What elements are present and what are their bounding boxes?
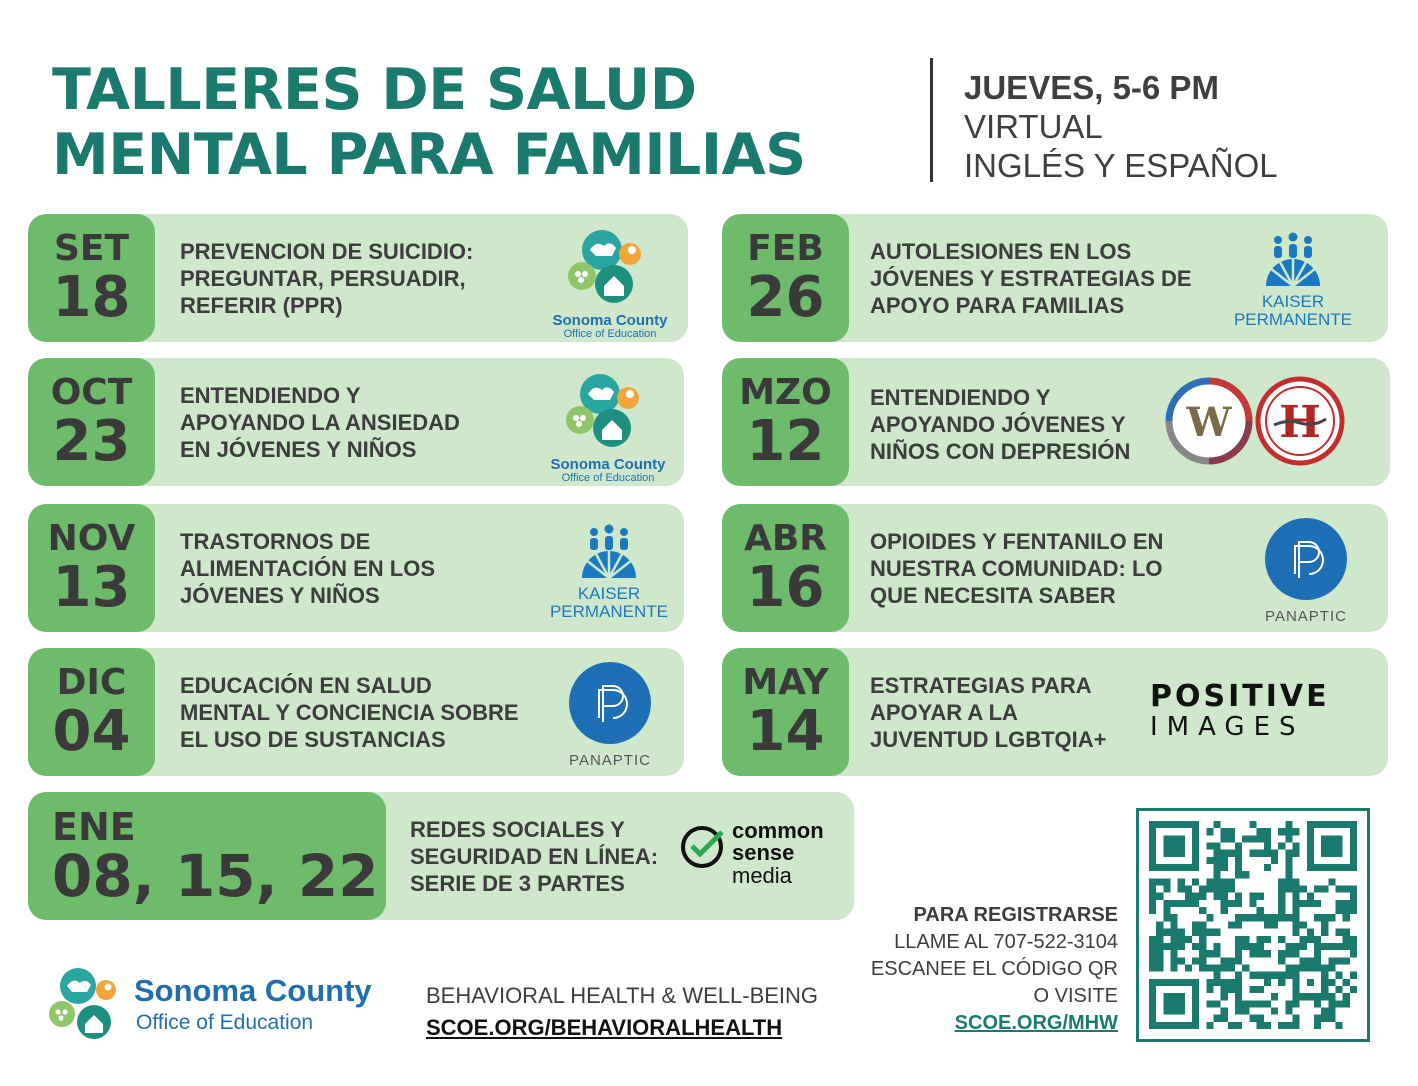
topic-line: ENTENDIENDO Y	[180, 383, 361, 408]
workshop-topic	[870, 238, 1230, 319]
topic-line: JUVENTUD LGBTQIA+	[870, 727, 1107, 752]
workshop-date	[28, 214, 155, 342]
registration-heading: PARA REGISTRARSE	[913, 904, 1118, 926]
workshop-day: 14	[746, 699, 825, 764]
topic-line: PREVENCION DE SUICIDIO:	[180, 239, 474, 264]
workshop-day: 26	[746, 265, 825, 330]
workshop-month: OCT	[50, 372, 133, 413]
topic-line: REDES SOCIALES Y	[410, 817, 625, 842]
workshop-days: 08, 15, 22	[52, 842, 379, 910]
topic-line: TRASTORNOS DE	[180, 529, 371, 554]
topic-line: APOYAR A LA	[870, 700, 1018, 725]
workshop-card-oct	[28, 358, 684, 486]
topic-line: EDUCACIÓN EN SALUD	[180, 673, 432, 698]
logo-sub: Office of Education	[561, 472, 655, 484]
schedule-format: VIRTUAL	[964, 108, 1103, 145]
workshop-date	[28, 792, 386, 920]
topic-line: REFERIR (PPR)	[180, 293, 343, 318]
h-circle-icon	[1254, 375, 1346, 467]
workshop-card-nov	[28, 504, 684, 632]
workshop-date	[722, 504, 849, 632]
panaptic-logo	[556, 662, 664, 769]
workshop-card-may	[722, 648, 1388, 776]
workshop-card-mzo	[722, 358, 1390, 486]
workshop-date	[722, 214, 849, 342]
topic-line: JÓVENES Y ESTRATEGIAS DE	[870, 266, 1192, 291]
registration-link[interactable]: SCOE.ORG/MHW	[954, 1012, 1118, 1034]
workshop-month: DIC	[56, 662, 127, 703]
positive-images-logo	[1150, 679, 1360, 742]
workshop-date	[28, 358, 155, 486]
workshop-date	[722, 648, 849, 776]
topic-line: PREGUNTAR, PERSUADIR,	[180, 266, 466, 291]
logo-line: media	[732, 863, 792, 888]
w-letter: W	[1186, 399, 1232, 446]
common-sense-media-logo	[680, 820, 852, 900]
workshop-day: 04	[52, 699, 131, 764]
topic-line: SEGURIDAD EN LÍNEA:	[410, 844, 659, 869]
topic-line: NUESTRA COMUNIDAD: LO	[870, 556, 1163, 581]
schedule-when: JUEVES, 5-6 PM	[964, 69, 1219, 106]
logo-name: Sonoma County	[550, 456, 666, 473]
workshop-month: SET	[53, 228, 130, 269]
topic-line: MENTAL Y CONCIENCIA SOBRE	[180, 700, 519, 725]
workshop-topic	[180, 672, 540, 753]
panaptic-logo	[1254, 518, 1358, 625]
title-line-2: MENTAL PARA FAMILIAS	[52, 122, 806, 188]
workshop-day: 18	[52, 265, 131, 330]
topic-line: OPIOIDES Y FENTANILO EN	[870, 529, 1164, 554]
panaptic-icon	[1265, 518, 1347, 600]
qr-code-image	[1149, 821, 1357, 1029]
logo-line: PERMANENTE	[549, 602, 669, 621]
topic-line: QUE NECESITA SABER	[870, 583, 1116, 608]
logo-sub: Office of Education	[563, 328, 657, 340]
logo-line: IMAGES	[1150, 712, 1305, 742]
w-circle-icon	[1164, 376, 1254, 466]
workshop-day: 16	[746, 555, 825, 620]
sonoma-circles-icon	[540, 224, 680, 308]
registration-phone: LLAME AL 707-522-3104	[894, 931, 1118, 953]
topic-line: ENTENDIENDO Y	[870, 385, 1051, 410]
topic-line: EN JÓVENES Y NIÑOS	[180, 437, 417, 462]
title-line-1: TALLERES DE SALUD	[52, 57, 697, 123]
workshop-card-set	[28, 214, 688, 342]
workshop-topic	[180, 238, 540, 319]
topic-line: AUTOLESIONES EN LOS	[870, 239, 1132, 264]
workshop-month: MZO	[739, 372, 832, 413]
workshop-month: MAY	[742, 662, 829, 703]
topic-line: APOYANDO LA ANSIEDAD	[180, 410, 460, 435]
logo-name: Sonoma County	[552, 312, 668, 329]
h-letter: H	[1279, 397, 1321, 448]
kaiser-permanente-logo	[546, 524, 672, 621]
footer-org-sub: Office of Education	[136, 1011, 314, 1034]
workshop-card-ene-series	[28, 792, 854, 920]
workshop-card-dic	[28, 648, 684, 776]
logo-line: KAISER	[577, 584, 641, 603]
kaiser-permanente-logo	[1230, 232, 1356, 329]
logo-line: sense	[732, 840, 795, 865]
workshop-card-abr	[722, 504, 1388, 632]
workshop-month: ABR	[743, 518, 828, 559]
dept-link[interactable]: SCOE.ORG/BEHAVIORALHEALTH	[426, 1015, 783, 1040]
topic-line: JÓVENES Y NIÑOS	[180, 583, 380, 608]
registration-qr-line: ESCANEE EL CÓDIGO QR	[870, 958, 1118, 980]
workshop-date	[722, 358, 849, 486]
check-circle-icon	[680, 824, 726, 870]
workshop-month: FEB	[747, 228, 824, 269]
schedule-languages: INGLÉS Y ESPAÑOL	[964, 147, 1278, 184]
kaiser-figures-icon	[546, 524, 672, 580]
workshop-day: 23	[52, 409, 131, 474]
logo-line: PERMANENTE	[1233, 310, 1353, 329]
sonoma-circles-icon	[538, 368, 678, 452]
header-divider	[930, 58, 933, 182]
workshop-date	[28, 648, 155, 776]
workshop-month: NOV	[47, 518, 136, 559]
workshop-topic	[180, 528, 540, 609]
workshop-day: 12	[746, 409, 825, 474]
footer-sonoma-logo	[46, 966, 386, 1042]
panaptic-icon	[569, 662, 651, 744]
logo-text: PANAPTIC	[569, 752, 651, 769]
workshop-topic	[870, 528, 1230, 609]
dept-name: BEHAVIORAL HEALTH & WELL-BEING	[426, 983, 819, 1008]
workshop-card-feb	[722, 214, 1388, 342]
logo-line: POSITIVE	[1150, 679, 1330, 714]
sonoma-county-logo	[540, 224, 680, 340]
workshop-topic	[180, 382, 540, 463]
logo-line: KAISER	[1261, 292, 1325, 311]
logo-text: PANAPTIC	[1265, 608, 1347, 625]
topic-line: ALIMENTACIÓN EN LOS	[180, 556, 436, 581]
footer-org-name: Sonoma County	[134, 973, 372, 1008]
kaiser-figures-icon	[1230, 232, 1356, 288]
sonoma-circles-icon	[46, 966, 130, 1042]
behavioral-health-info	[426, 980, 818, 1044]
registration-info	[860, 902, 1118, 1037]
logo-line: common	[732, 818, 824, 843]
workshop-day: 13	[52, 555, 131, 620]
workshop-date	[28, 504, 155, 632]
workshop-month: ENE	[52, 805, 136, 849]
schedule-info	[964, 68, 1278, 185]
topic-line: EL USO DE SUSTANCIAS	[180, 727, 446, 752]
topic-line: NIÑOS CON DEPRESIÓN	[870, 439, 1131, 464]
page-title	[52, 58, 852, 188]
topic-line: APOYANDO JÓVENES Y	[870, 412, 1126, 437]
qr-code[interactable]	[1136, 808, 1370, 1042]
sonoma-county-logo	[538, 368, 678, 484]
topic-line: ESTRATEGIAS PARA	[870, 673, 1092, 698]
common-sense-text	[732, 820, 824, 888]
w-school-logo	[1162, 374, 1352, 470]
registration-visit: O VISITE	[1033, 985, 1118, 1007]
topic-line: SERIE DE 3 PARTES	[410, 871, 625, 896]
topic-line: APOYO PARA FAMILIAS	[870, 293, 1125, 318]
